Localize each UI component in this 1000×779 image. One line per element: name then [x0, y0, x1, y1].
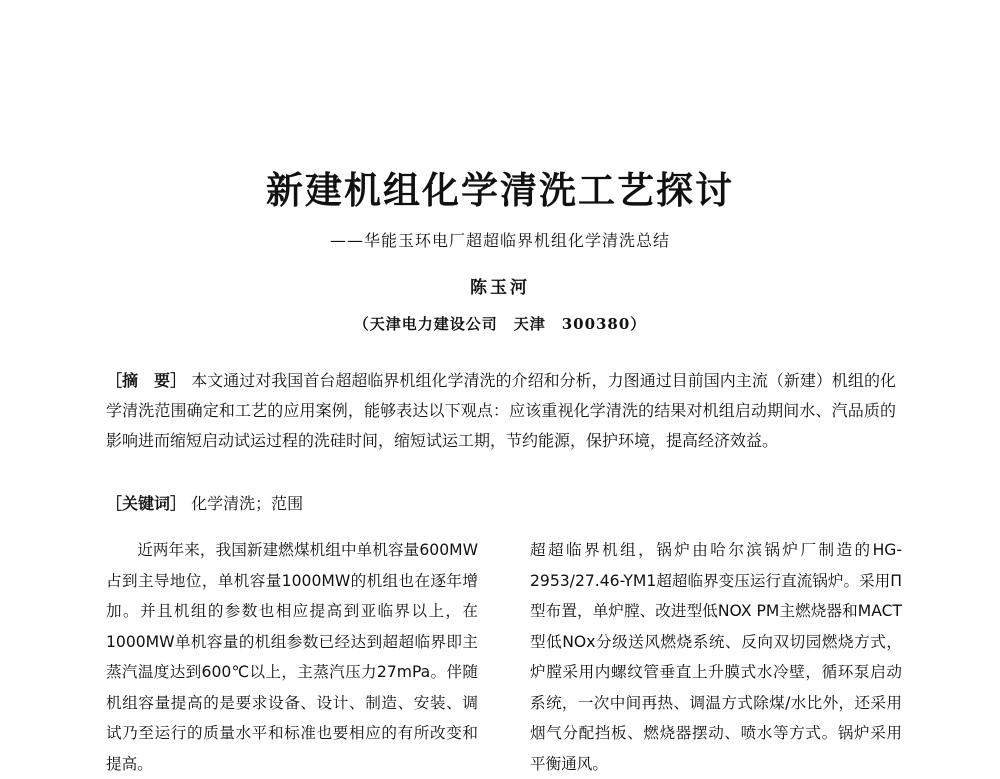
body-left-column — [106, 535, 478, 779]
abstract-text: 本文通过对我国首台超超临界机组化学清洗的介绍和分析，力图通过目前国内主流（新建）机组的化学清洗范围确定和工艺的应用案例，能够表达以下观点：应该重视化学清洗的结果对机组启动期间水、汽品质的影响进而缩短启动试运过程的洗硅时间，缩短试运工期，节约能源，保护环境，提高经济效益。 — [106, 371, 896, 450]
body-paragraph: 近两年来，我国新建燃煤机组中单机容量600MW占到主导地位，单机容量1000MW的机组也在逐年增加。并且机组的参数也相应提高到亚临界以上，在1000MW单机容量的机组参数已经达到超超临界即主蒸汽温度达到600℃以上，主蒸汽压力27mPa。伴随机组容量提高的是要求设备、设计、制造、安装、调试乃至运行的质量水平和标准也要相应的有所改变和提高。 — [106, 541, 478, 773]
abstract — [106, 366, 896, 456]
keywords-text: 化学清洗；范围 — [191, 494, 304, 513]
abstract-label: ［摘 要］ — [106, 371, 187, 390]
author-name: 陈玉河 — [470, 278, 530, 298]
body-paragraph: 超超临界机组，锅炉由哈尔滨锅炉厂制造的HG-2953/27.46-YM1超超临界变压运行直流锅炉。采用Π型布置，单炉膛、改进型低NOX PM主燃烧器和MACT型低NOx分级送风燃烧系统、反向双切园燃烧方式，炉膛采用内螺纹管垂直上升膜式水冷壁，循环泵启动系统，一次中间再热、调温方式除煤/水比外，还采用烟气分配挡板、燃烧器摆动、喷水等方式。锅炉采用平衡通风。 — [530, 541, 902, 773]
keywords — [106, 489, 896, 519]
author-affiliation: （天津电力建设公司 天津 300380） — [353, 315, 647, 333]
body-right-column — [530, 535, 902, 779]
paper-subtitle: ——华能玉环电厂超超临界机组化学清洗总结 — [329, 231, 670, 250]
paper-title: 新建机组化学清洗工艺探讨 — [266, 168, 734, 212]
keywords-label: ［关键词］ — [106, 494, 187, 513]
